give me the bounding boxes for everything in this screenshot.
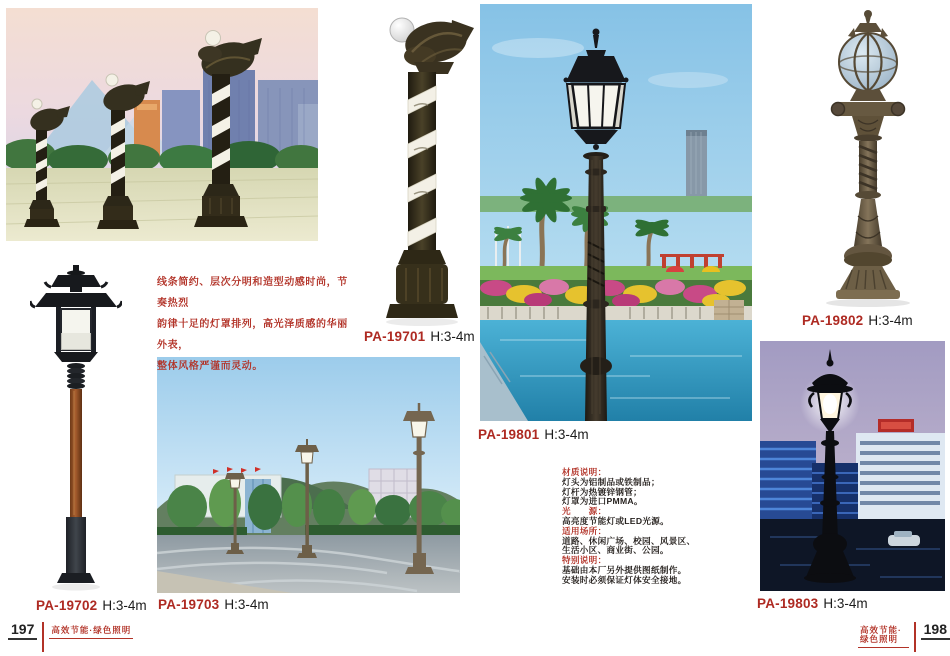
spec-line: 道路、休闲广场、校园、风景区、 xyxy=(562,535,696,546)
product-label-pa19701 xyxy=(364,329,475,344)
product-photo-pa19803 xyxy=(760,341,945,591)
plaza-illustration xyxy=(6,8,318,241)
spec-light-title: 光 源： xyxy=(562,506,607,517)
flower-bed xyxy=(480,279,752,308)
page-number-left: 197 xyxy=(8,622,37,640)
product-label-pa19801 xyxy=(478,427,589,442)
spec-line: 灯罩为进口PMMA。 xyxy=(562,496,643,507)
description-line: 整体风格严谨而灵动。 xyxy=(157,361,263,372)
product-code: PA-19802 xyxy=(802,313,864,328)
spec-line: 高亮度节能灯或LED光源。 xyxy=(562,515,670,526)
spec-block xyxy=(562,468,772,586)
spec-line: 灯杆为热镀锌钢管； xyxy=(562,486,643,497)
plaza-installation-photo xyxy=(6,8,318,241)
footer-slogan-left: 高效节能·绿色照明 xyxy=(49,622,133,639)
description-line: 韵律十足的灯罩排列，高光泽质感的华丽外表， xyxy=(157,319,348,351)
product-label-pa19703 xyxy=(158,597,269,612)
footer-right xyxy=(858,622,950,652)
footer-divider xyxy=(42,622,44,652)
footer-slogan-right: 高效节能·绿色照明 xyxy=(858,622,909,648)
spec-usage-title: 适用场所： xyxy=(562,525,607,536)
product-label-pa19702 xyxy=(36,598,147,613)
page-number-right: 198 xyxy=(921,622,950,640)
product-label-pa19802 xyxy=(802,313,913,328)
product-photo-pa19801 xyxy=(480,4,752,421)
product-height: H:3-4m xyxy=(224,597,269,612)
product-code: PA-19702 xyxy=(36,598,98,613)
product-photo-pa19702 xyxy=(30,263,122,595)
product-height: H:3-4m xyxy=(868,313,913,328)
product-height: H:3-4m xyxy=(430,329,475,344)
product-code: PA-19803 xyxy=(757,596,819,611)
spec-line: 基础由本厂另外提供图纸制作。 xyxy=(562,564,687,575)
pa19802-illustration xyxy=(800,6,936,308)
product-code: PA-19801 xyxy=(478,427,540,442)
product-photo-pa19701 xyxy=(364,6,480,328)
design-description xyxy=(157,272,357,377)
pa19703-illustration xyxy=(157,357,460,593)
product-height: H:3-4m xyxy=(102,598,147,613)
pa19702-illustration xyxy=(30,263,122,595)
spec-line: 灯头为铝制品或铁制品； xyxy=(562,476,660,487)
description-line: 线条简约、层次分明和造型动感时尚，节奏热烈 xyxy=(157,277,348,309)
pa19803-illustration xyxy=(760,341,945,591)
product-photo-pa19703 xyxy=(157,357,460,593)
spec-line: 安装时必须保证灯体安全接地。 xyxy=(562,574,687,585)
footer-divider xyxy=(914,622,915,652)
spec-line: 生活小区、商业街、公园。 xyxy=(562,545,669,556)
pa19701-illustration xyxy=(364,6,480,328)
footer-left xyxy=(8,622,133,652)
product-height: H:3-4m xyxy=(823,596,868,611)
product-code: PA-19703 xyxy=(158,597,220,612)
product-height: H:3-4m xyxy=(544,427,589,442)
pa19801-illustration xyxy=(480,4,752,421)
spec-special-title: 特别说明： xyxy=(562,555,607,566)
spec-material-title: 材质说明： xyxy=(562,467,607,477)
product-code: PA-19701 xyxy=(364,329,426,344)
product-label-pa19803 xyxy=(757,596,868,611)
product-photo-pa19802 xyxy=(800,6,936,308)
